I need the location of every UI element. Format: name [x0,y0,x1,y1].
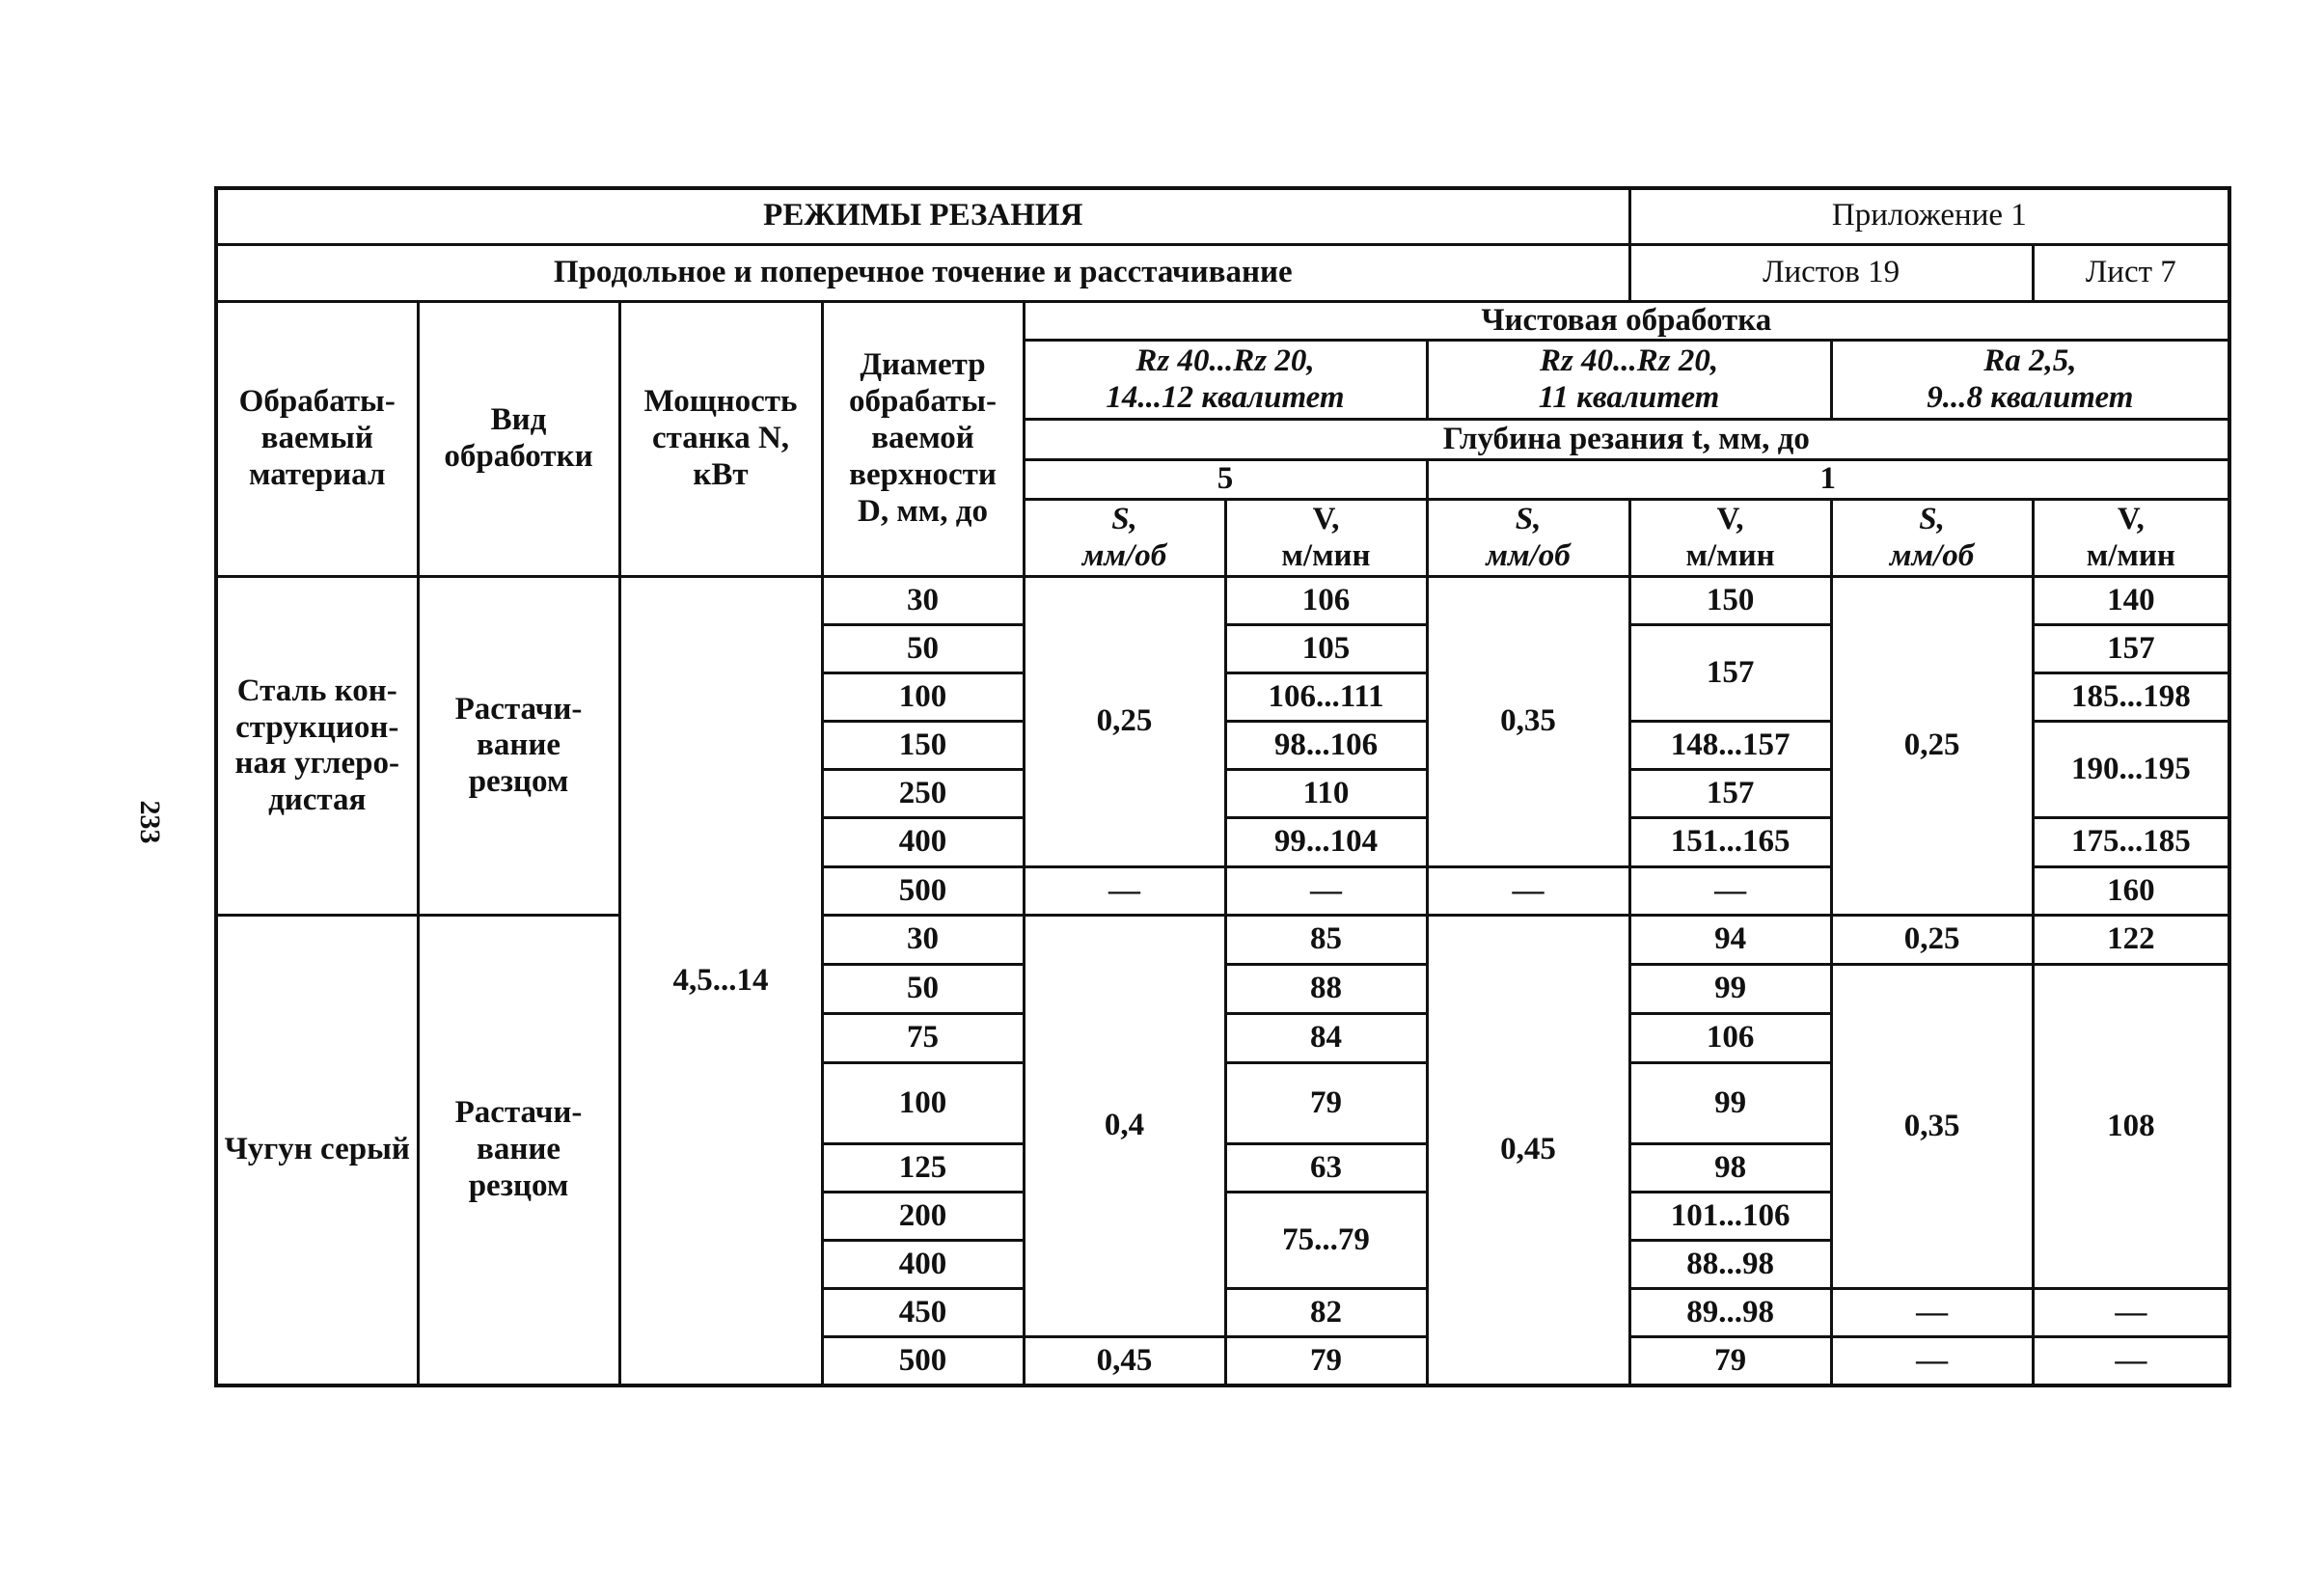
iron-v1-cell: 75...79 [1225,1193,1427,1289]
group2-header: Rz 40...Rz 20, 11 квалитет [1427,341,1831,420]
v-header: V, м/мин [2033,500,2229,577]
finishing-header: Чистовая обработка [1024,301,2229,341]
iron-s2-cell: 0,45 [1427,916,1629,1385]
steel-s2-cell: 0,35 [1427,577,1629,867]
diameter-cell: 150 [822,722,1024,770]
steel-v3-cell: 157 [2033,625,2229,673]
iron-v1-cell: 79 [1225,1063,1427,1144]
iron-s3-cell: — [1831,1289,2033,1337]
col-power-header: Мощность станка N, кВт [619,301,822,577]
steel-v2-cell: — [1629,867,1831,916]
s-header: S, мм/об [1831,500,2033,577]
iron-v2-cell: 99 [1629,1063,1831,1144]
iron-v2-cell: 79 [1629,1337,1831,1385]
diameter-cell: 125 [822,1144,1024,1193]
iron-process-cell: Растачи- вание резцом [418,916,619,1385]
depth-5-header: 5 [1024,460,1427,500]
iron-v3-cell: — [2033,1289,2229,1337]
steel-v2-cell: 157 [1629,625,1831,722]
steel-v1-cell: 105 [1225,625,1427,673]
diameter-cell: 250 [822,770,1024,818]
iron-v2-cell: 98 [1629,1144,1831,1193]
sheets-total: Листов 19 [1629,244,2033,301]
table-row [216,577,2229,625]
s-header: S, мм/об [1024,500,1225,577]
diameter-cell: 500 [822,867,1024,916]
steel-s1-cell: 0,25 [1024,577,1225,867]
steel-s3-cell: 0,25 [1831,577,2033,916]
steel-v3-cell: 185...198 [2033,673,2229,722]
iron-v1-cell: 79 [1225,1337,1427,1385]
iron-v2-cell: 88...98 [1629,1241,1831,1289]
iron-v2-cell: 101...106 [1629,1193,1831,1241]
iron-v1-cell: 85 [1225,916,1427,965]
v-header: V, м/мин [1225,500,1427,577]
steel-v2-cell: 157 [1629,770,1831,818]
diameter-cell: 200 [822,1193,1024,1241]
iron-s3-cell: 0,35 [1831,965,2033,1289]
steel-s2-cell: — [1427,867,1629,916]
steel-v2-cell: 150 [1629,577,1831,625]
iron-s3-cell: 0,25 [1831,916,2033,965]
steel-v1-cell: — [1225,867,1427,916]
iron-v2-cell: 94 [1629,916,1831,965]
cutting-modes-table [214,186,2231,1387]
power-value-cell: 4,5...14 [619,577,822,1385]
diameter-cell: 75 [822,1014,1024,1063]
steel-v2-cell: 151...165 [1629,818,1831,867]
iron-v1-cell: 82 [1225,1289,1427,1337]
steel-process-cell: Растачи- вание резцом [418,577,619,916]
steel-v1-cell: 106 [1225,577,1427,625]
steel-material-cell: Сталь кон- струкцион- ная углеро- дистая [216,577,418,916]
steel-v3-cell: 190...195 [2033,722,2229,818]
sheet-number: Лист 7 [2033,244,2229,301]
col-diameter-header: Диаметр обрабаты- ваемой верхности D, мм, до [822,301,1024,577]
steel-s1-cell: — [1024,867,1225,916]
iron-v2-cell: 99 [1629,965,1831,1014]
diameter-cell: 100 [822,1063,1024,1144]
col-material-header: Обрабаты- ваемый материал [216,301,418,577]
col-process-header: Вид обработки [418,301,619,577]
appendix-label: Приложение 1 [1629,188,2229,244]
depth-1-header: 1 [1427,460,2229,500]
diameter-cell: 500 [822,1337,1024,1385]
diameter-cell: 400 [822,1241,1024,1289]
iron-v2-cell: 89...98 [1629,1289,1831,1337]
page-number: 233 [134,800,166,844]
group3-header: Ra 2,5, 9...8 квалитет [1831,341,2229,420]
table-title: РЕЖИМЫ РЕЗАНИЯ [216,188,1629,244]
diameter-cell: 50 [822,625,1024,673]
v-header: V, м/мин [1629,500,1831,577]
steel-v2-cell: 148...157 [1629,722,1831,770]
diameter-cell: 450 [822,1289,1024,1337]
iron-v1-cell: 63 [1225,1144,1427,1193]
table-subtitle: Продольное и поперечное точение и расстачивание [216,244,1629,301]
iron-s3-cell: — [1831,1337,2033,1385]
group1-header: Rz 40...Rz 20, 14...12 квалитет [1024,341,1427,420]
steel-v3-cell: 140 [2033,577,2229,625]
diameter-cell: 50 [822,965,1024,1014]
iron-material-cell: Чугун серый [216,916,418,1385]
steel-v3-cell: 175...185 [2033,818,2229,867]
iron-s1-cell: 0,4 [1024,916,1225,1337]
steel-v1-cell: 98...106 [1225,722,1427,770]
iron-v2-cell: 106 [1629,1014,1831,1063]
iron-v1-cell: 84 [1225,1014,1427,1063]
diameter-cell: 30 [822,916,1024,965]
s-header: S, мм/об [1427,500,1629,577]
iron-s1-cell: 0,45 [1024,1337,1225,1385]
diameter-cell: 100 [822,673,1024,722]
iron-v3-cell: — [2033,1337,2229,1385]
steel-v1-cell: 99...104 [1225,818,1427,867]
diameter-cell: 400 [822,818,1024,867]
diameter-cell: 30 [822,577,1024,625]
iron-v1-cell: 88 [1225,965,1427,1014]
table-row [216,916,2229,965]
steel-v1-cell: 110 [1225,770,1427,818]
iron-v3-cell: 122 [2033,916,2229,965]
steel-v3-cell: 160 [2033,867,2229,916]
iron-v3-cell: 108 [2033,965,2229,1289]
depth-header: Глубина резания t, мм, до [1024,420,2229,460]
steel-v1-cell: 106...111 [1225,673,1427,722]
